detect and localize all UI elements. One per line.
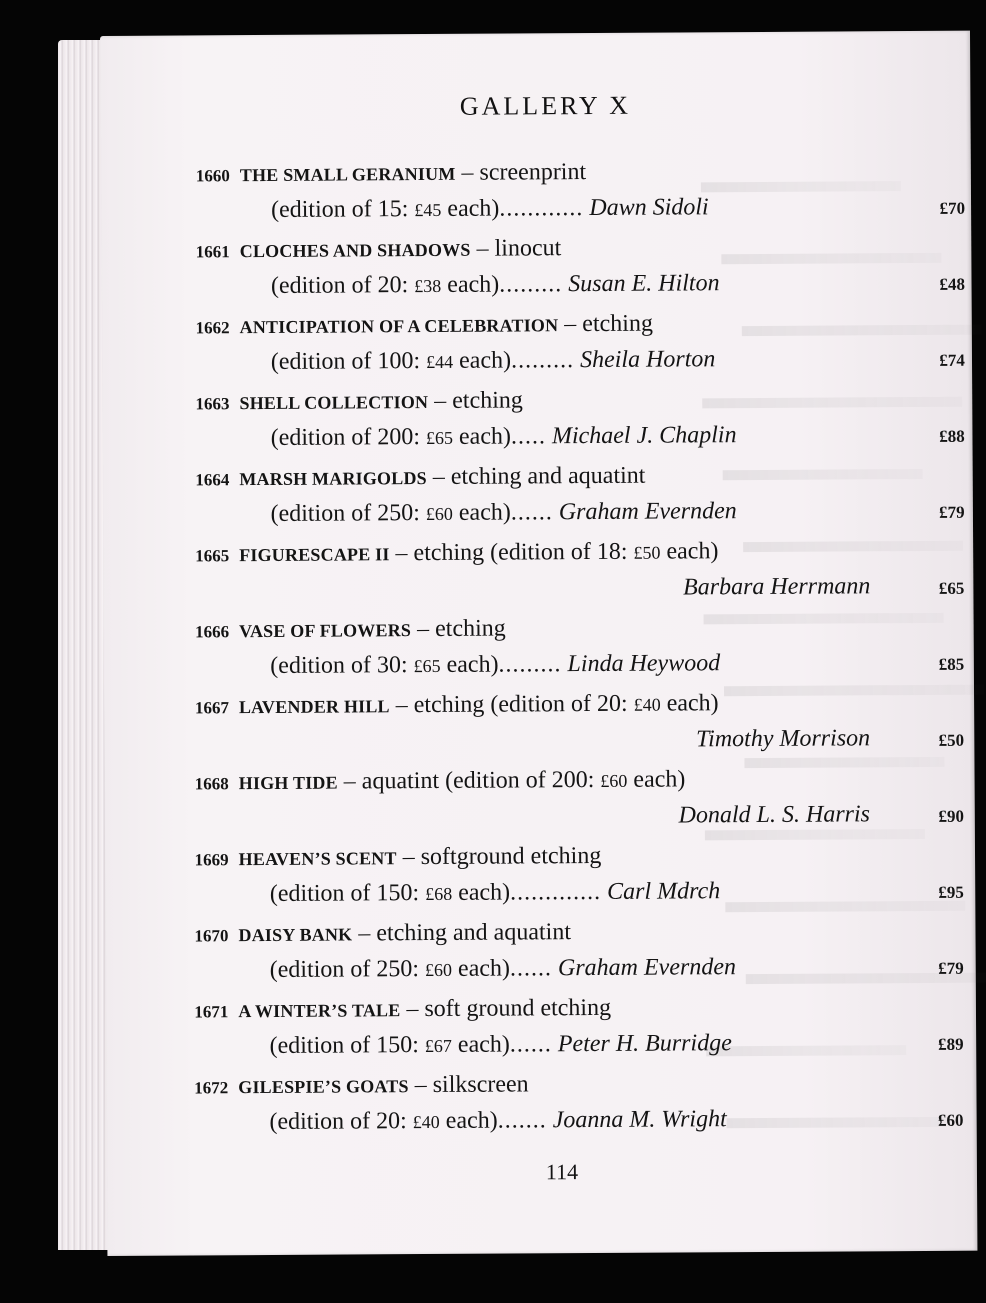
lot-number: 1669 <box>194 850 229 870</box>
entry-heading-line <box>194 919 571 948</box>
catalogue-entry <box>99 1069 969 1150</box>
lot-number: 1668 <box>194 774 229 794</box>
entry-edition-line <box>271 194 709 224</box>
catalogue-entry <box>100 613 970 694</box>
lot-number: 1664 <box>195 470 230 490</box>
catalogue-entry <box>101 157 971 238</box>
edition-price: £67 <box>424 1035 452 1057</box>
edition-price: £40 <box>412 1111 440 1133</box>
leader-dots: ............. <box>510 878 602 906</box>
entry-edition-line <box>269 1106 726 1136</box>
entry-edition-line <box>271 270 720 300</box>
medium: – linocut <box>476 235 562 262</box>
medium: – aquatint (edition of 200: <box>343 766 601 795</box>
work-title: HEAVEN’S SCENT <box>238 848 397 870</box>
edition-prefix: (edition of 150: <box>269 880 426 907</box>
entry-heading-line <box>195 387 523 416</box>
price: £50 <box>938 730 965 750</box>
catalogue-entry <box>100 689 970 770</box>
lot-number: 1660 <box>195 166 230 186</box>
entry-edition-line <box>270 650 720 680</box>
catalogue-entry <box>99 993 969 1074</box>
work-title: VASE OF FLOWERS <box>238 620 412 642</box>
artist-name: Susan E. Hilton <box>568 270 720 298</box>
leader-dots: ..... <box>510 423 547 450</box>
edition-suffix: each) <box>441 195 500 222</box>
medium: – silkscreen <box>414 1071 529 1099</box>
catalogue-entry <box>100 765 970 846</box>
medium: – etching <box>417 615 506 643</box>
artist-name: Sheila Horton <box>579 346 716 374</box>
entry-heading-line <box>195 463 645 493</box>
entry-heading-line <box>195 843 602 872</box>
work-title: HIGH TIDE <box>238 772 338 794</box>
edition-price: £60 <box>424 959 453 981</box>
edition-prefix: (edition of 200: <box>270 424 427 451</box>
price: £48 <box>939 274 965 294</box>
edition-price: £65 <box>425 427 454 449</box>
price: £65 <box>938 578 965 598</box>
catalogue-entry <box>100 841 970 922</box>
edition-price: £68 <box>425 883 453 905</box>
entry-heading-line <box>194 995 611 1025</box>
price: £70 <box>939 198 966 218</box>
entry-edition-line <box>271 422 737 452</box>
entry-heading-line <box>195 538 718 568</box>
lot-number: 1670 <box>194 926 229 946</box>
artist-name: Joanna M. Wright <box>552 1106 727 1134</box>
lot-number: 1661 <box>195 242 230 262</box>
edition-prefix: (edition of 20: <box>270 272 415 299</box>
entry-heading-line <box>195 690 719 720</box>
lot-number: 1672 <box>194 1078 229 1098</box>
artist-name: Dawn Sidoli <box>589 194 709 222</box>
lot-number: 1662 <box>195 318 230 338</box>
catalogue-page <box>100 31 977 1256</box>
entry-heading-line <box>196 235 562 264</box>
edition-suffix: each) <box>660 690 719 717</box>
edition-suffix: each) <box>452 499 511 526</box>
work-title: GILESPIE’S GOATS <box>238 1076 409 1098</box>
entry-heading-line <box>194 1071 529 1100</box>
medium: – etching and aquatint <box>432 462 646 490</box>
medium: – soft ground etching <box>406 994 612 1023</box>
edition-prefix: (edition of 150: <box>269 1032 425 1059</box>
lot-number: 1671 <box>194 1002 229 1022</box>
edition-prefix: (edition of 250: <box>270 500 426 527</box>
catalogue-entry <box>101 233 971 314</box>
work-title: CLOCHES AND SHADOWS <box>239 239 471 262</box>
entry-heading-line <box>196 159 586 188</box>
work-title: SHELL COLLECTION <box>239 392 429 414</box>
edition-price: £50 <box>633 542 661 563</box>
artist-name: Peter H. Burridge <box>557 1030 732 1058</box>
entry-edition-line <box>269 1030 731 1060</box>
leader-dots: ......... <box>510 347 575 374</box>
edition-price: £40 <box>633 694 661 715</box>
price: £88 <box>939 426 965 446</box>
edition-price: £38 <box>414 275 442 297</box>
edition-suffix: each) <box>441 271 500 298</box>
catalogue-entry <box>101 309 971 390</box>
medium: – etching (edition of 18: <box>395 538 634 567</box>
edition-prefix: (edition of 250: <box>269 956 426 983</box>
edition-suffix: each) <box>439 1107 498 1134</box>
leader-dots: ....... <box>497 1107 547 1134</box>
price: £90 <box>938 806 965 826</box>
medium: – etching and aquatint <box>358 919 572 947</box>
entry-heading-line <box>196 311 653 341</box>
running-head: GALLERY X <box>459 90 632 121</box>
work-title: MARSH MARIGOLDS <box>239 468 427 490</box>
edition-prefix: (edition of 30: <box>270 652 414 679</box>
artist-name: Graham Evernden <box>558 498 737 526</box>
edition-suffix: each) <box>627 766 686 793</box>
price: £95 <box>938 882 964 902</box>
leader-dots: ...... <box>510 499 553 526</box>
price: £85 <box>938 654 965 674</box>
medium: – etching (edition of 20: <box>395 690 634 719</box>
edition-suffix: each) <box>452 423 512 450</box>
edition-suffix: each) <box>440 651 499 678</box>
lot-number: 1666 <box>194 622 230 642</box>
edition-prefix: (edition of 100: <box>270 348 427 375</box>
edition-price: £60 <box>600 770 628 791</box>
work-title: FIGURESCAPE II <box>239 544 390 566</box>
entry-edition-line <box>270 498 736 528</box>
price: £74 <box>939 350 965 370</box>
price: £79 <box>938 958 964 978</box>
price: £60 <box>937 1110 964 1130</box>
lot-number: 1665 <box>195 546 230 566</box>
edition-suffix: each) <box>451 1031 510 1058</box>
entry-heading-line <box>195 616 506 645</box>
artist-name: Michael J. Chaplin <box>551 422 737 450</box>
medium: – screenprint <box>461 159 587 186</box>
medium: – etching <box>564 310 653 338</box>
medium: – etching <box>434 387 523 414</box>
work-title: A WINTER’S TALE <box>238 1000 401 1022</box>
leader-dots: ......... <box>498 651 562 678</box>
entry-edition-line <box>270 878 721 908</box>
edition-prefix: (edition of 15: <box>270 196 415 223</box>
edition-price: £44 <box>426 351 454 373</box>
work-title: LAVENDER HILL <box>238 696 390 718</box>
leader-dots: ......... <box>499 271 563 298</box>
edition-price: £60 <box>425 503 453 525</box>
work-title: DAISY BANK <box>238 924 353 946</box>
page-number: 114 <box>545 1159 579 1185</box>
artist-name: Graham Evernden <box>557 954 737 982</box>
leader-dots: ...... <box>509 955 553 982</box>
edition-suffix: each) <box>660 538 719 565</box>
entry-heading-line <box>195 766 686 796</box>
entry-edition-line <box>271 346 716 376</box>
catalogue-entry <box>100 461 970 542</box>
work-title: THE SMALL GERANIUM <box>239 163 456 186</box>
leader-dots: ...... <box>509 1031 552 1058</box>
lot-number: 1663 <box>195 394 230 414</box>
edition-suffix: each) <box>452 879 511 906</box>
leader-dots: ............ <box>499 195 584 222</box>
entry-edition-line <box>270 954 736 984</box>
medium: – softground etching <box>402 842 602 871</box>
edition-prefix: (edition of 20: <box>269 1108 413 1135</box>
artist-name: Carl Mdrch <box>607 878 721 905</box>
price: £79 <box>938 502 965 522</box>
lot-number: 1667 <box>194 698 229 718</box>
artist-name: Linda Heywood <box>567 650 721 678</box>
artist-name: Donald L. S. Harris <box>678 801 871 829</box>
edition-suffix: each) <box>453 347 512 374</box>
edition-suffix: each) <box>451 955 511 982</box>
edition-price: £65 <box>413 655 441 677</box>
price: £89 <box>938 1034 964 1054</box>
artist-name: Timothy Morrison <box>696 725 871 753</box>
work-title: ANTICIPATION OF A CELEBRATION <box>239 315 559 338</box>
catalogue-entry <box>99 917 969 998</box>
artist-name: Barbara Herrmann <box>682 573 871 601</box>
edition-price: £45 <box>414 199 442 221</box>
catalogue-entry <box>100 537 970 618</box>
catalogue-entry <box>100 385 970 466</box>
